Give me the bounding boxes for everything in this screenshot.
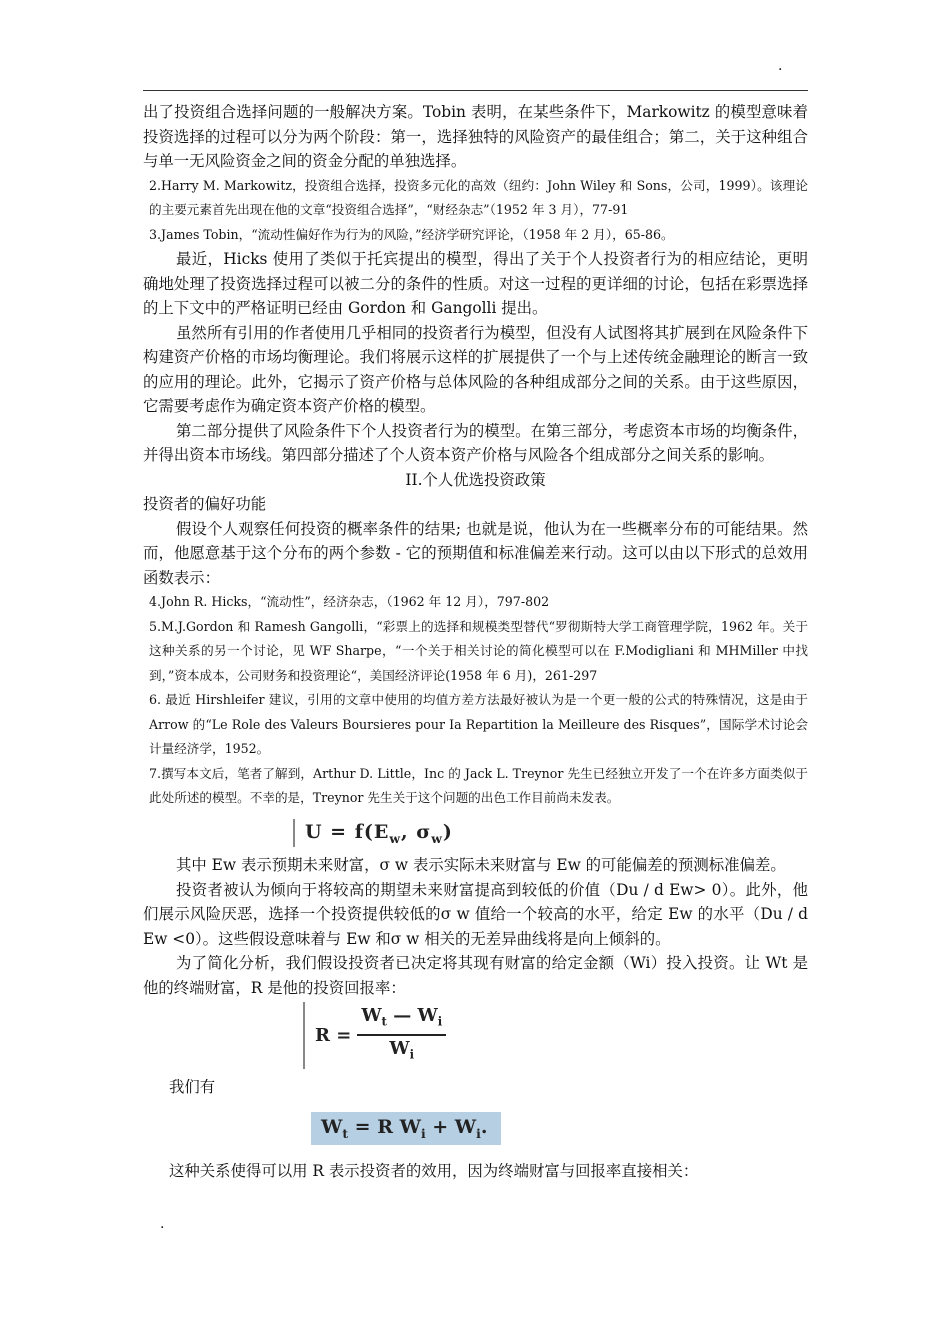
footnote-2: 2.Harry M. Markowitz，投资组合选择，投资多元化的高效（纽约：John Wiley 和 Sons，公司，1999）。该理论的主要元素首先出现在他的文章“投资组合选择”，“财经杂志”（1952 年 3 月），77-91: [149, 177, 808, 217]
we-have-label: 我们有: [169, 1078, 216, 1097]
paragraph-4: 第二部分提供了风险条件下个人投资者行为的模型。在第三部分，考虑资本市场的均衡条件，并得出资本市场线。第四部分描述了个人资本资产价格与风险各个组成部分之间关系的影响。: [143, 421, 808, 464]
equation-return: R = $\frac{W_t — W_i}{W_i}$: [303, 1002, 456, 1069]
header-mark: .: [778, 58, 783, 74]
section-title: II.个人优选投资政策: [405, 470, 546, 489]
equation-terminal-wealth: $W_t = R$ $W_i + W_i$.: [311, 1112, 501, 1145]
paragraph-1: 出了投资组合选择问题的一般解决方案。Tobin 表明，在某些条件下，Markowitz 的模型意味着投资选择的过程可以分为两个阶段：第一，选择独特的风险资产的最佳组合；第二，关于这种组合与单一无风险资金之间的资金分配的单独选择。: [143, 103, 808, 170]
footnote-5: 5.M.J.Gordon 和 Ramesh Gangolli，“彩票上的选择和规模类型替代“罗彻斯特大学工商管理学院，1962 年。关于这种关系的另一个讨论，见 WF Sharpe，“一个关于相关讨论的简化模型可以在 F.Modigliani 和 MHMiller 中找到，”资本成本，公司财务和投资理论“，美国经济评论(1958 年 6 月)，261-297: [149, 618, 808, 683]
paragraph-9: 这种关系使得可以用 R 表示投资者的效用，因为终端财富与回报率直接相关：: [169, 1161, 699, 1180]
footnote-7: 7.撰写本文后，笔者了解到，Arthur D. Little，Inc 的 Jack L. Treynor 先生已经独立开发了一个在许多方面类似于此处所述的模型。不幸的是，Treynor 先生关于这个问题的出色工作目前尚未发表。: [149, 765, 808, 805]
paragraph-6: 其中 Ew 表示预期未来财富，σ w 表示实际未来财富与 Ew 的可能偏差的预测标准偏差。: [176, 856, 786, 875]
footnote-3: 3.James Tobin，“流动性偏好作为行为的风险，”经济学研究评论，（1958 年 2 月），65-86。: [149, 226, 674, 242]
paragraph-3: 虽然所有引用的作者使用几乎相同的投资者行为模型，但没有人试图将其扩展到在风险条件下构建资产价格的市场均衡理论。我们将展示这样的扩展提供了一个与上述传统金融理论的断言一致的应用的理论。此外，它揭示了资产价格与总体风险的各种组成部分之间的关系。由于这些原因，它需要考虑作为确定资本资产价格的模型。: [143, 323, 808, 415]
paragraph-2: 最近，Hicks 使用了类似于托宾提出的模型，得出了关于个人投资者行为的相应结论，更明确地处理了投资选择过程可以被二分的条件的性质。对这一过程的更详细的讨论，包括在彩票选择的上下文中的严格证明已经由 Gordon 和 Gangolli 提出。: [143, 250, 808, 317]
paragraph-7: 投资者被认为倾向于将较高的期望未来财富提高到较低的价值（Du / d Ew> 0）。此外，他们展示风险厌恶，选择一个投资提供较低的σ w 值给一个较高的水平，给定 Ew 的水平（Du / d Ew <0）。这些假设意味着与 Ew 和σ w 相关的无差异曲线将是向上倾斜的。: [143, 880, 808, 948]
subsection-title: 投资者的偏好功能: [143, 495, 267, 513]
footnote-4: 4.John R. Hicks，“流动性”，经济杂志，（1962 年 12 月），797-802: [149, 594, 550, 609]
paragraph-8: 为了简化分析，我们假设投资者已决定将其现有财富的给定金额（Wi）投入投资。让 Wt 是他的终端财富，R 是他的投资回报率：: [143, 954, 808, 997]
paragraph-5: 假设个人观察任何投资的概率条件的结果; 也就是说，他认为在一些概率分布的可能结果。然而，他愿意基于这个分布的两个参数 - 它的预期值和标准偏差来行动。这可以由以下形式的总效用函数表示：: [143, 519, 808, 587]
document-page: [143, 100, 808, 1183]
header-rule: [143, 90, 808, 91]
footer-mark: .: [160, 1216, 165, 1232]
equation-utility: $U = f(E_w$, $\sigma_w$): [293, 819, 463, 848]
footnote-6: 6. 最近 Hirshleifer 建议，引用的文章中使用的均值方差方法最好被认为是一个更一般的公式的特殊情况，这是由于 Arrow 的“Le Role des Valeurs Boursieres pour Ia Repartition la Meilleure des Risques”，国际学术讨论会计量经济学，1952。: [149, 692, 808, 756]
